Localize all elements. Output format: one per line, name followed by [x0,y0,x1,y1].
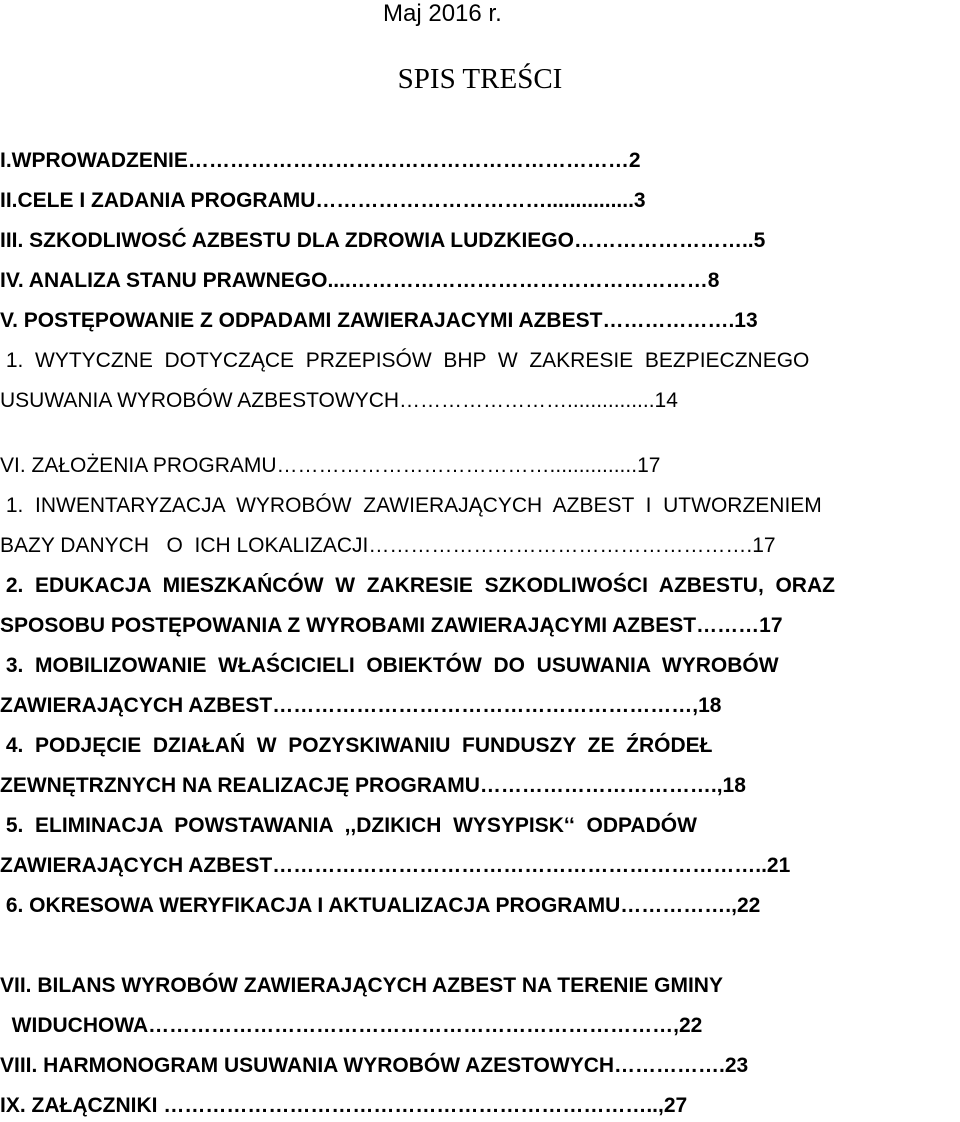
toc-entry-11a: 4. PODJĘCIE DZIAŁAŃ W POZYSKIWANIU FUNDUSZY ZE ŹRÓDEŁ [0,734,713,757]
toc-entry-16: IX. ZAŁĄCZNIKI ……………………………………………………………..,27 [0,1094,688,1117]
toc-entry-8a: 1. INWENTARYZACJA WYROBÓW ZAWIERAJĄCYCH AZBEST I UTWORZENIEM [0,494,822,517]
toc-entry-4: IV. ANALIZA STANU PRAWNEGO....……………………………………………8 [0,269,720,292]
toc-entry-14b: WIDUCHOWA…………………………………………………………………,22 [0,1014,703,1037]
toc-entry-5: V. POSTĘPOWANIE Z ODPADAMI ZAWIERAJACYMI AZBEST……………….13 [0,309,758,332]
toc-entry-11b: ZEWNĘTRZNYCH NA REALIZACJĘ PROGRAMU…………………………….,18 [0,774,746,797]
toc-entry-3: III. SZKODLIWOSĆ AZBESTU DLA ZDROWIA LUDZKIEGO……………………..5 [0,229,766,252]
toc-entry-8b: BAZY DANYCH O ICH LOKALIZACJI……………………………………………….17 [0,534,776,557]
toc-entry-6b: USUWANIA WYROBÓW AZBESTOWYCH……………………...............14 [0,389,678,412]
toc-entry-12a: 5. ELIMINACJA POWSTAWANIA ,,DZIKICH WYSYPISK‘‘ ODPADÓW [0,814,697,837]
toc-entry-13: 6. OKRESOWA WERYFIKACJA I AKTUALIZACJA PROGRAMU…………….,22 [0,894,761,917]
toc-entry-6a: 1. WYTYCZNE DOTYCZĄCE PRZEPISÓW BHP W ZAKRESIE BEZPIECZNEGO [0,349,810,372]
toc-entry-10b: ZAWIERAJĄCYCH AZBEST……………………………………………………,18 [0,694,722,717]
toc-entry-12b: ZAWIERAJĄCYCH AZBEST……………………………………………………………..21 [0,854,791,877]
toc-entry-14a: VII. BILANS WYROBÓW ZAWIERAJĄCYCH AZBEST NA TERENIE GMINY [0,974,723,997]
toc-entry-1: I.WPROWADZENIE………………………………………………………2 [0,149,641,172]
toc-entry-2: II.CELE I ZADANIA PROGRAMU……………………………...............3 [0,189,646,212]
toc-entry-10a: 3. MOBILIZOWANIE WŁAŚCICIELI OBIEKTÓW DO USUWANIA WYROBÓW [0,654,779,677]
page-title: SPIS TREŚCI [397,63,563,95]
page-header-date: Maj 2016 r. [383,0,502,27]
toc-entry-9b: SPOSOBU POSTĘPOWANIA Z WYROBAMI ZAWIERAJĄCYMI AZBEST………17 [0,614,783,637]
toc-entry-7: VI. ZAŁOŻENIA PROGRAMU…………………………………...............17 [0,454,661,477]
toc-entry-9a: 2. EDUKACJA MIESZKAŃCÓW W ZAKRESIE SZKODLIWOŚCI AZBESTU, ORAZ [0,574,835,597]
toc-entry-15: VIII. HARMONOGRAM USUWANIA WYROBÓW AZESTOWYCH…………….23 [0,1054,749,1077]
